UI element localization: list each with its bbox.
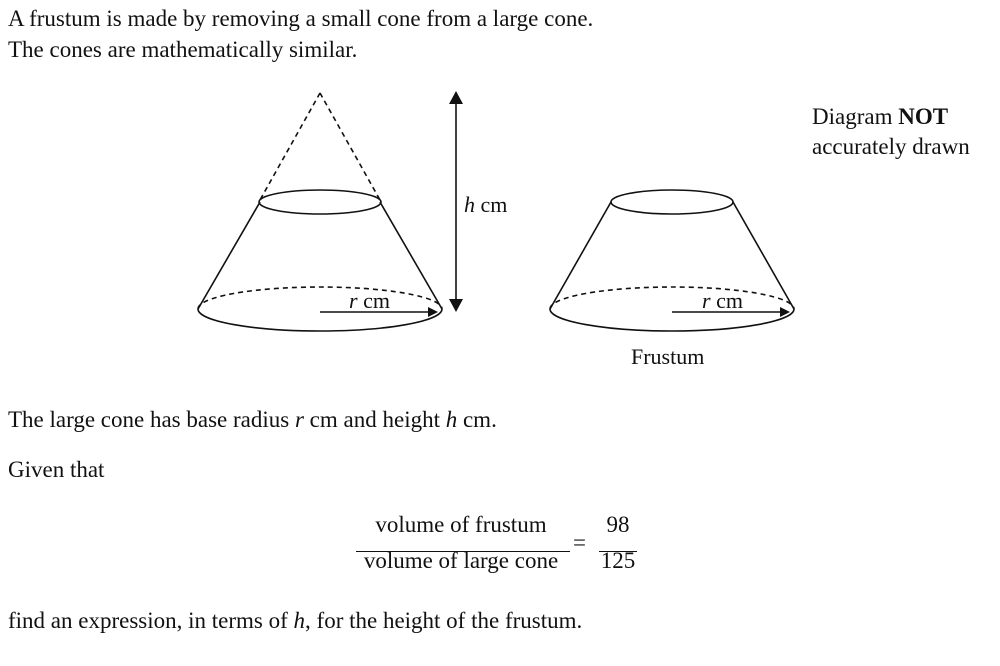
statement-line <box>8 406 497 434</box>
small-cone-left-edge <box>260 93 320 200</box>
statement-mid: cm and height <box>303 407 446 432</box>
statement-r: r <box>294 407 304 432</box>
rhs-denominator: 125 <box>600 548 636 573</box>
fraction-numerator: volume of frustum <box>375 512 547 537</box>
height-arrow-top-head <box>449 91 463 104</box>
height-arrow-bottom-head <box>449 299 463 312</box>
frustum-left-side <box>550 202 611 309</box>
intro-line-2: The cones are mathematically similar. <box>8 37 358 62</box>
frustum-top-ellipse <box>611 190 733 214</box>
diagram-note-bold: NOT <box>898 104 949 129</box>
intro-line-1: A frustum is made by removing a small cone from a large cone. <box>8 6 594 31</box>
frustum-radius-label <box>702 288 743 313</box>
large-cone-base-back <box>198 287 442 309</box>
large-cone-top-ellipse <box>259 190 381 214</box>
large-cone <box>198 93 442 331</box>
rhs-numerator: 98 <box>606 512 630 537</box>
large-cone-left-side <box>198 202 260 309</box>
radius-var: r <box>349 288 358 313</box>
fraction-denominator: volume of large cone <box>363 548 559 573</box>
height-var: h <box>464 192 475 217</box>
statement-prefix: The large cone has base radius <box>8 407 295 432</box>
large-cone-radius-label <box>349 288 390 313</box>
diagram-note-word: Diagram <box>812 104 899 129</box>
height-label <box>464 192 507 217</box>
frustum-radius-unit: cm <box>710 288 743 313</box>
frustum <box>550 190 794 331</box>
diagram-note-line-2: accurately drawn <box>812 134 970 159</box>
find-line <box>8 607 582 635</box>
volume-ratio-equation <box>352 512 642 582</box>
frustum-caption: Frustum <box>631 344 705 369</box>
small-cone-right-edge <box>320 93 380 200</box>
height-unit: cm <box>475 192 508 217</box>
find-suffix: , for the height of the frustum. <box>305 608 583 633</box>
diagram-note-line-1 <box>812 102 948 132</box>
find-prefix: find an expression, in terms of <box>8 608 294 633</box>
find-h: h <box>293 608 306 633</box>
radius-unit: cm <box>357 288 390 313</box>
given-that: Given that <box>8 457 105 482</box>
statement-suffix: cm. <box>457 407 497 432</box>
frustum-radius-var: r <box>702 288 711 313</box>
statement-h: h <box>445 407 458 432</box>
equals-sign: = <box>573 530 586 555</box>
frustum-base-back <box>550 287 794 309</box>
